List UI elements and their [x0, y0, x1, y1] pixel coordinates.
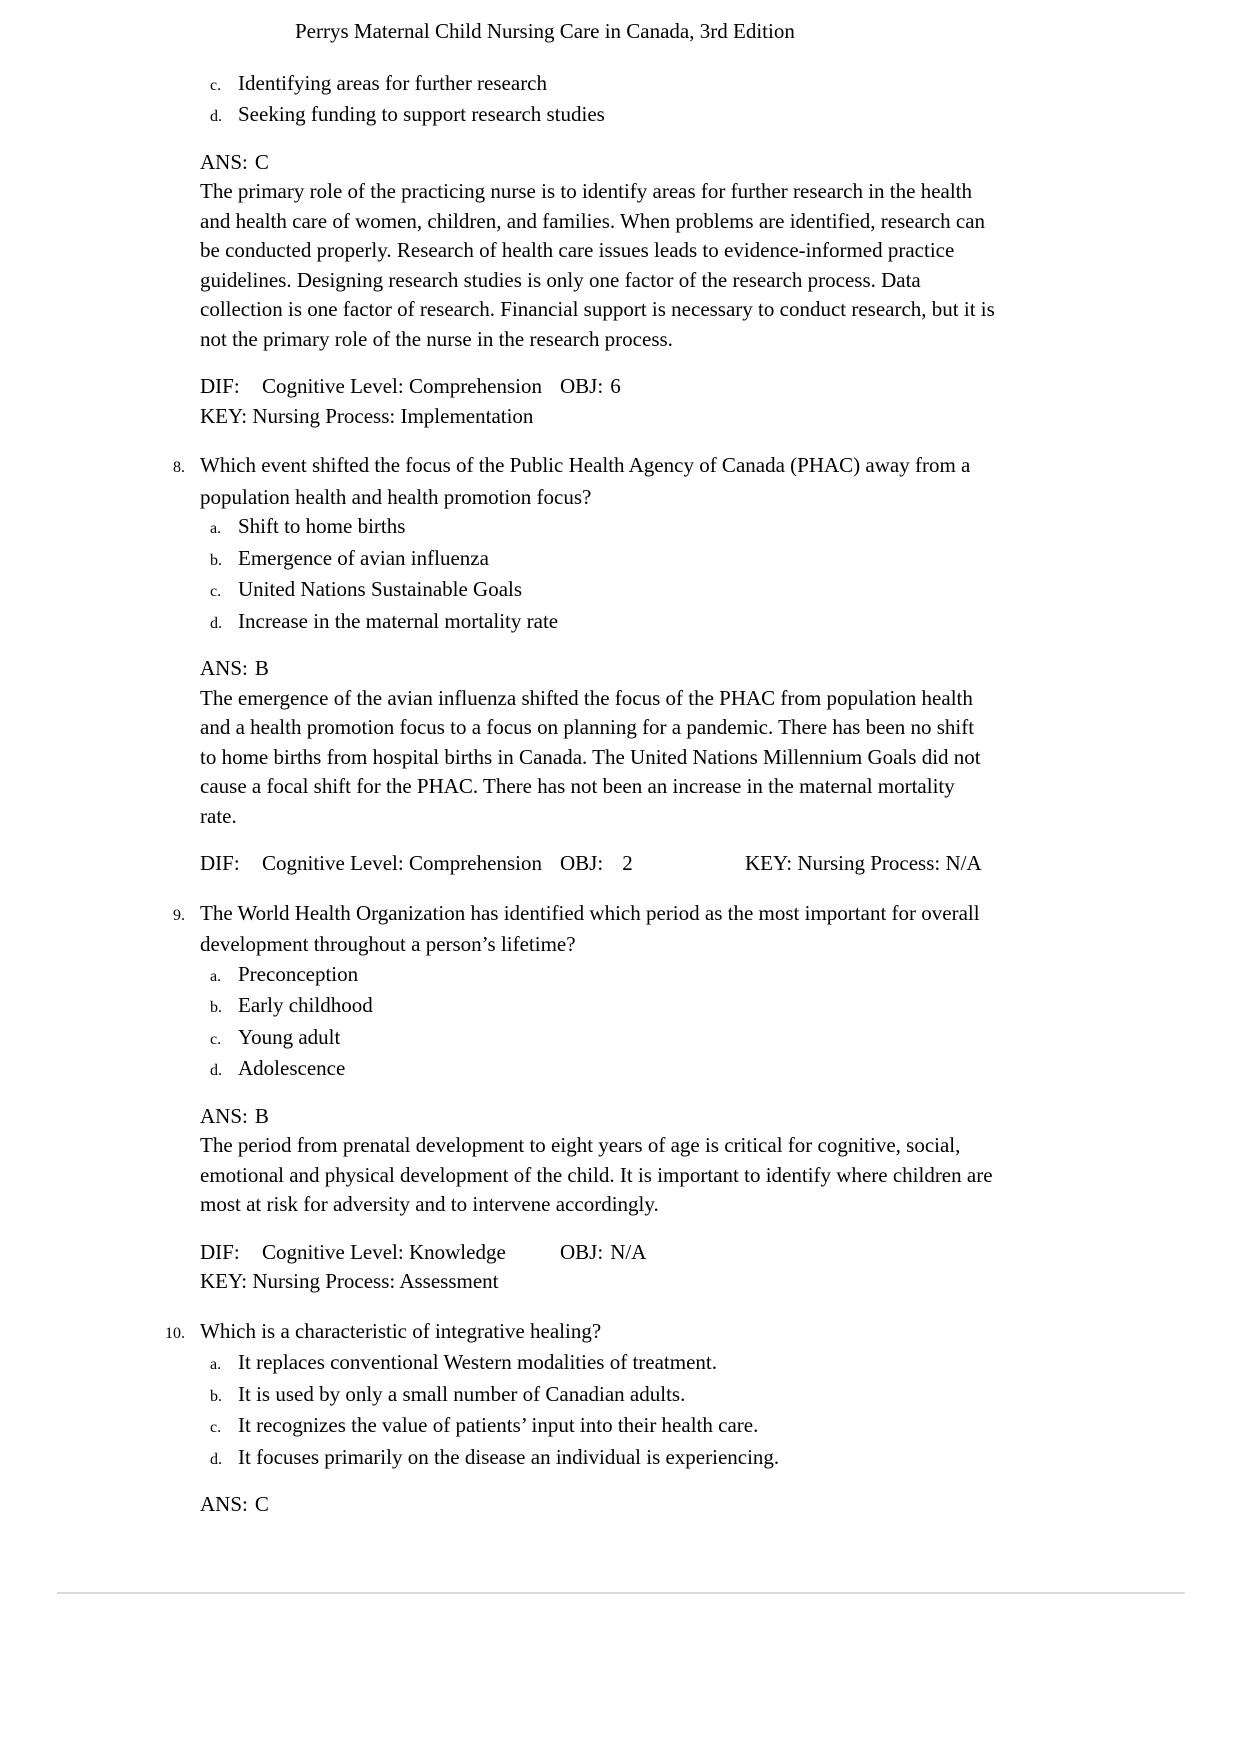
answer-line: [200, 148, 1241, 178]
option-letter: a.: [210, 1356, 222, 1373]
option-letter: d.: [210, 108, 222, 125]
question-number: 8.: [173, 459, 185, 476]
option-text: Early childhood: [238, 993, 373, 1017]
option-row: [200, 1443, 1241, 1475]
rationale-line: The period from prenatal development to eight years of age is critical for cognitive, social,: [200, 1133, 961, 1157]
rationale-line: guidelines. Designing research studies is only one factor of the research process. Data: [200, 267, 921, 292]
question-line-text: Which is a characteristic of integrative healing?: [200, 1318, 602, 1343]
option-text: Seeking funding to support research studies: [238, 102, 605, 126]
option-row: [200, 1023, 1241, 1055]
answer-value: C: [254, 149, 269, 174]
option-row: [200, 991, 1241, 1023]
rationale: [200, 684, 1241, 832]
rationale-line: cause a focal shift for the PHAC. There has not been an increase in the maternal mortality: [200, 774, 955, 798]
question-line-text: population health and health promotion focus?: [200, 484, 592, 509]
page-title: Perrys Maternal Child Nursing Care in Canada, 3rd Edition: [295, 19, 795, 43]
question-block: [173, 451, 1241, 879]
option-letter: a.: [210, 967, 222, 985]
obj-label: OBJ:: [560, 1239, 604, 1264]
question-text-line: [173, 899, 1241, 931]
question-text: [165, 1317, 1241, 1349]
question-block: [173, 899, 1241, 1297]
obj-value: 2: [622, 851, 633, 875]
options-list: [200, 960, 1241, 1086]
dif-label: DIF:: [200, 851, 240, 875]
obj-label: OBJ:: [560, 374, 604, 398]
question-text-line: [200, 483, 1241, 513]
rationale-line: The emergence of the avian influenza shifted the focus of the PHAC from population health: [200, 685, 973, 710]
answer-value: C: [254, 1492, 269, 1516]
objective: [560, 372, 745, 402]
question-text-line: [165, 1317, 1241, 1349]
option-letter: a.: [210, 520, 222, 537]
option-text: It replaces conventional Western modalities of treatment.: [238, 1350, 718, 1374]
options-list: [200, 1348, 1241, 1474]
option-letter: b.: [210, 551, 222, 569]
option-row: [200, 960, 1241, 992]
rationale-line: be conducted properly. Research of health care issues leads to evidence-informed practice: [200, 238, 955, 262]
rationale-line: not the primary role of the nurse in the research process.: [200, 326, 673, 351]
obj-value: 6: [610, 374, 621, 398]
option-row: [200, 512, 1241, 544]
answer-label: ANS:: [200, 149, 248, 174]
rationale-line: collection is one factor of research. Financial support is necessary to conduct research, but it is: [200, 297, 995, 321]
option-letter: b.: [210, 1387, 222, 1405]
option-text: Shift to home births: [238, 514, 406, 538]
rationale-line: emotional and physical development of the child. It is important to identify where children are: [200, 1162, 993, 1187]
question-block: [200, 69, 1241, 432]
option-text: Emergence of avian influenza: [238, 545, 489, 570]
objective: [560, 849, 745, 879]
meta-block: [200, 372, 1241, 431]
option-text: Identifying areas for further research: [238, 70, 548, 95]
answer-line: [200, 1102, 1241, 1132]
option-row: [200, 1348, 1241, 1380]
rationale-line: The primary role of the practicing nurse is to identify areas for further research in the health: [200, 179, 973, 203]
meta-row: [200, 849, 1241, 879]
option-text: It is used by only a small number of Canadian adults.: [238, 1381, 686, 1406]
meta-row: [200, 1238, 1241, 1268]
option-letter: c.: [210, 1419, 222, 1436]
page-divider: [57, 1592, 1185, 1594]
dif-label: DIF:: [200, 1239, 240, 1264]
rationale-line: most at risk for adversity and to intervene accordingly.: [200, 1192, 659, 1216]
option-text: It focuses primarily on the disease an individual is experiencing.: [238, 1444, 780, 1469]
rationale-line: and a health promotion focus to a focus on planning for a pandemic. There has been no shift: [200, 715, 975, 739]
question-text-line: [173, 451, 1241, 483]
option-row: [200, 69, 1241, 101]
question-line-text: Which event shifted the focus of the Public Health Agency of Canada (PHAC) away from a: [200, 453, 971, 477]
meta-block: [200, 1238, 1241, 1297]
options-list: [200, 512, 1241, 638]
option-letter: d.: [210, 1450, 222, 1468]
option-row: [200, 607, 1241, 639]
option-letter: c.: [210, 76, 222, 94]
answer-label: ANS:: [200, 656, 248, 680]
key-line: KEY: Nursing Process: Assessment: [200, 1269, 499, 1293]
option-letter: c.: [210, 583, 222, 600]
key-inline: KEY: Nursing Process: N/A: [745, 851, 982, 875]
meta-row: [200, 372, 1241, 402]
obj-label: OBJ:: [560, 851, 604, 875]
question-line-text: The World Health Organization has identified which period as the most important for overall: [200, 900, 980, 925]
rationale: [200, 1131, 1241, 1220]
option-text: Young adult: [238, 1024, 341, 1049]
rationale-line: and health care of women, children, and families. When problems are identified, research can: [200, 208, 986, 233]
option-text: United Nations Sustainable Goals: [238, 577, 523, 601]
key-line: KEY: Nursing Process: Implementation: [200, 403, 534, 428]
rationale-line: rate.: [200, 803, 237, 828]
cognitive-level: Cognitive Level: Comprehension: [262, 374, 542, 398]
answer-value: B: [254, 656, 269, 680]
cognitive-level: Cognitive Level: Knowledge: [262, 1239, 506, 1264]
question-text: [173, 899, 1241, 960]
dif-label: DIF:: [200, 374, 240, 398]
question-block: [165, 1317, 1241, 1520]
option-row: [200, 1411, 1241, 1443]
question-number: 10.: [165, 1324, 185, 1342]
answer-line: [200, 654, 1241, 684]
question-line-text: development throughout a person’s lifetime?: [200, 932, 576, 956]
answer-line: [200, 1490, 1241, 1520]
cognitive-level: Cognitive Level: Comprehension: [262, 851, 542, 875]
option-letter: c.: [210, 1030, 222, 1048]
option-text: Adolescence: [238, 1056, 346, 1080]
answer-label: ANS:: [200, 1492, 248, 1516]
option-text: Increase in the maternal mortality rate: [238, 608, 559, 633]
answer-label: ANS:: [200, 1103, 248, 1128]
rationale-line: to home births from hospital births in Canada. The United Nations Millennium Goals did not: [200, 744, 981, 769]
rationale: [200, 177, 1241, 354]
document-content: [165, 69, 1241, 1520]
obj-value: N/A: [610, 1239, 647, 1264]
objective: [560, 1238, 745, 1268]
options-list: [200, 69, 1241, 132]
option-letter: d.: [210, 614, 222, 632]
answer-value: B: [254, 1103, 269, 1128]
option-row: [200, 100, 1241, 132]
option-row: [200, 544, 1241, 576]
option-letter: b.: [210, 999, 222, 1016]
option-text: Preconception: [238, 961, 359, 986]
option-text: It recognizes the value of patients’ input into their health care.: [238, 1413, 759, 1437]
option-row: [200, 575, 1241, 607]
question-number: 9.: [173, 906, 185, 924]
option-letter: d.: [210, 1062, 222, 1079]
question-text: [173, 451, 1241, 512]
meta-block: [200, 849, 1241, 879]
option-row: [200, 1054, 1241, 1086]
option-row: [200, 1380, 1241, 1412]
question-text-line: [200, 930, 1241, 960]
